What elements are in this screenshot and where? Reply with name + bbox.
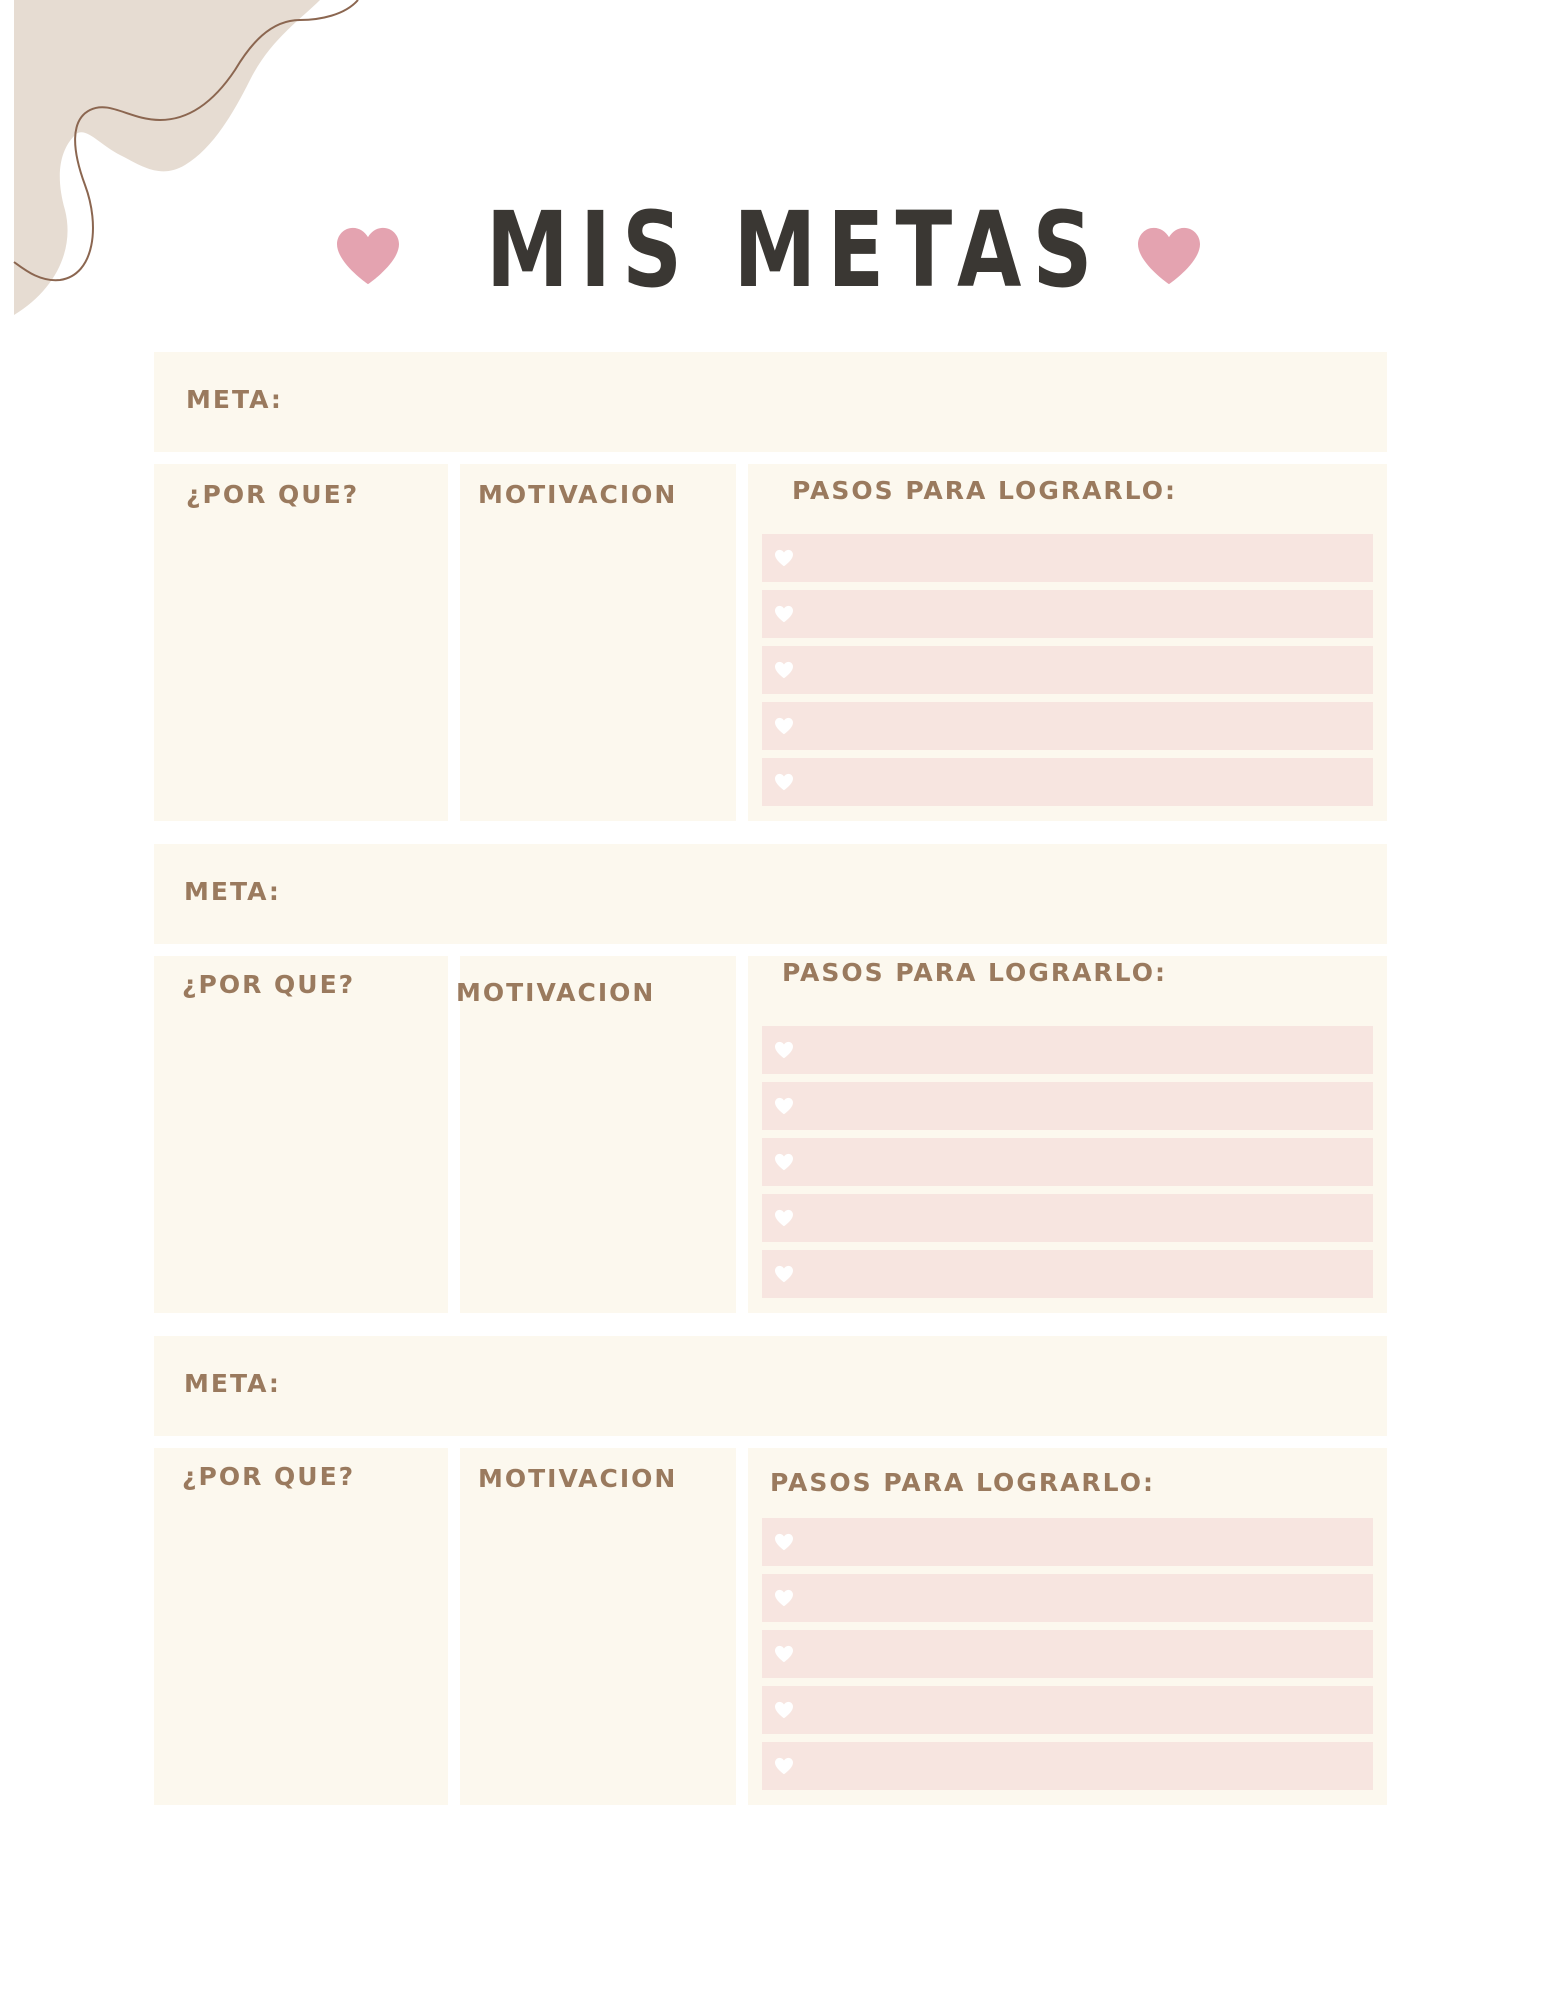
step-line[interactable]: [762, 1574, 1373, 1622]
step-line[interactable]: [762, 590, 1373, 638]
heart-icon: [774, 1209, 794, 1227]
step-line[interactable]: [762, 1082, 1373, 1130]
motivation-box[interactable]: [460, 1448, 736, 1805]
step-line[interactable]: [762, 1518, 1373, 1566]
heart-icon: [774, 1265, 794, 1283]
page-title: MIS METAS: [486, 189, 1104, 311]
step-line[interactable]: [762, 702, 1373, 750]
meta-label: META:: [184, 877, 281, 906]
step-line[interactable]: [762, 534, 1373, 582]
heart-icon: [774, 773, 794, 791]
steps-label: PASOS PARA LOGRARLO:: [792, 476, 1177, 505]
meta-label: META:: [184, 1369, 281, 1398]
steps-box: [748, 956, 1387, 1313]
steps-label: PASOS PARA LOGRARLO:: [782, 958, 1167, 987]
heart-icon: [334, 225, 402, 287]
heart-icon: [774, 549, 794, 567]
step-line[interactable]: [762, 1742, 1373, 1790]
heart-icon: [774, 661, 794, 679]
meta-field[interactable]: [154, 844, 1387, 944]
step-line[interactable]: [762, 1630, 1373, 1678]
heart-icon: [774, 1153, 794, 1171]
steps-box: [748, 464, 1387, 821]
heart-icon: [774, 717, 794, 735]
step-line[interactable]: [762, 1250, 1373, 1298]
step-line[interactable]: [762, 646, 1373, 694]
meta-field[interactable]: [154, 352, 1387, 452]
step-line[interactable]: [762, 1686, 1373, 1734]
motivation-label: MOTIVACION: [478, 1464, 678, 1493]
heart-icon: [774, 605, 794, 623]
why-label: ¿POR QUE?: [186, 480, 360, 509]
why-box[interactable]: [154, 956, 448, 1313]
step-line[interactable]: [762, 758, 1373, 806]
why-label: ¿POR QUE?: [182, 1462, 356, 1491]
heart-icon: [774, 1041, 794, 1059]
why-box[interactable]: [154, 464, 448, 821]
heart-icon: [1135, 225, 1203, 287]
motivation-label: MOTIVACION: [456, 978, 656, 1007]
heart-icon: [774, 1645, 794, 1663]
motivation-label: MOTIVACION: [478, 480, 678, 509]
heart-icon: [774, 1757, 794, 1775]
title-row: [0, 185, 1545, 315]
why-box[interactable]: [154, 1448, 448, 1805]
why-label: ¿POR QUE?: [182, 970, 356, 999]
step-line[interactable]: [762, 1138, 1373, 1186]
steps-label: PASOS PARA LOGRARLO:: [770, 1468, 1155, 1497]
heart-icon: [774, 1533, 794, 1551]
heart-icon: [774, 1701, 794, 1719]
meta-field[interactable]: [154, 1336, 1387, 1436]
step-line[interactable]: [762, 1194, 1373, 1242]
heart-icon: [774, 1589, 794, 1607]
steps-box: [748, 1448, 1387, 1805]
motivation-box[interactable]: [460, 464, 736, 821]
step-line[interactable]: [762, 1026, 1373, 1074]
heart-icon: [774, 1097, 794, 1115]
meta-label: META:: [186, 385, 283, 414]
motivation-box[interactable]: [456, 956, 736, 1313]
